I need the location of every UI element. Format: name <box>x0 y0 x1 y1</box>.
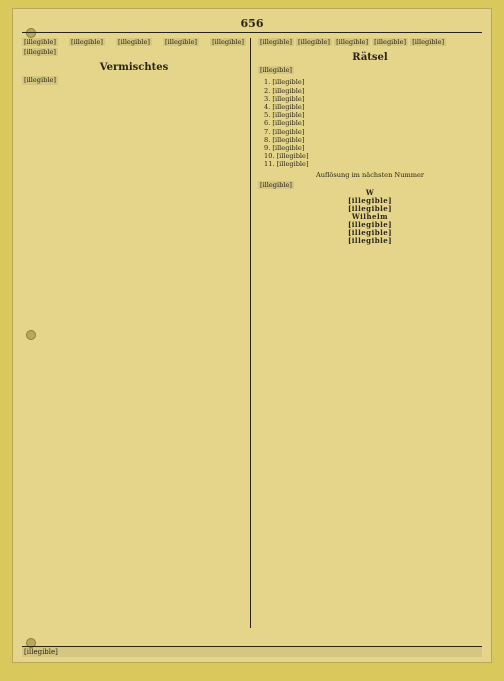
raetsel-list <box>264 78 482 168</box>
body-paragraph: [illegible] <box>260 38 292 46</box>
raetsel-line: 11. [illegible] <box>264 160 309 169</box>
body-paragraph: [illegible] <box>118 38 150 46</box>
section-title-vermischtes: Vermischtes <box>99 62 169 74</box>
raetsel-line: 1. [illegible] <box>264 78 305 87</box>
body-paragraph: [illegible] <box>298 38 330 46</box>
page-number: 656 <box>240 16 264 30</box>
diamond-line: [illegible] <box>347 204 393 214</box>
raetsel-line: 2. [illegible] <box>264 86 305 95</box>
body-paragraph: [illegible] <box>412 38 445 46</box>
raetsel-line: 6. [illegible] <box>264 119 305 128</box>
raetsel-line: 7. [illegible] <box>264 127 305 136</box>
raetsel-solution-note: Auflösung im nächsten Nummer <box>316 170 424 179</box>
left-column <box>22 38 246 87</box>
body-paragraph: [illegible] <box>374 38 407 46</box>
body-paragraph: [illegible] <box>336 38 369 46</box>
diamond-line: [illegible] <box>347 228 393 238</box>
body-paragraph: [illegible] <box>71 38 103 46</box>
raetsel-line: 9. [illegible] <box>264 144 305 153</box>
word-diamond <box>258 189 482 245</box>
body-paragraph: [illegible] <box>24 38 56 46</box>
vermischtes-paragraph: [illegible] <box>24 76 56 85</box>
diamond-line: W <box>365 188 375 198</box>
newspaper-page <box>12 8 492 663</box>
column-divider <box>250 38 251 628</box>
body-paragraph: [illegible] <box>165 38 197 46</box>
diamond-line: [illegible] <box>347 196 393 206</box>
raetsel-line: 4. [illegible] <box>264 103 305 112</box>
diamond-intro: [illegible] <box>260 180 292 189</box>
page-header <box>22 14 482 33</box>
raetsel-line: 8. [illegible] <box>264 135 305 144</box>
body-paragraph: [illegible] <box>24 48 56 57</box>
diamond-line: Wilhelm <box>351 212 389 222</box>
raetsel-line: 10. [illegible] <box>264 152 309 161</box>
section-title-raetsel: Rätsel <box>352 52 388 64</box>
raetsel-line: 3. [illegible] <box>264 94 305 103</box>
body-paragraph: [illegible] <box>212 38 244 46</box>
punch-hole <box>26 330 36 340</box>
right-column <box>258 38 482 245</box>
diamond-line: [illegible] <box>347 236 393 246</box>
raetsel-line: 5. [illegible] <box>264 111 305 120</box>
diamond-line: [illegible] <box>347 220 393 230</box>
raetsel-intro: [illegible] <box>260 66 292 75</box>
page-footer: [illegible] <box>22 646 482 657</box>
